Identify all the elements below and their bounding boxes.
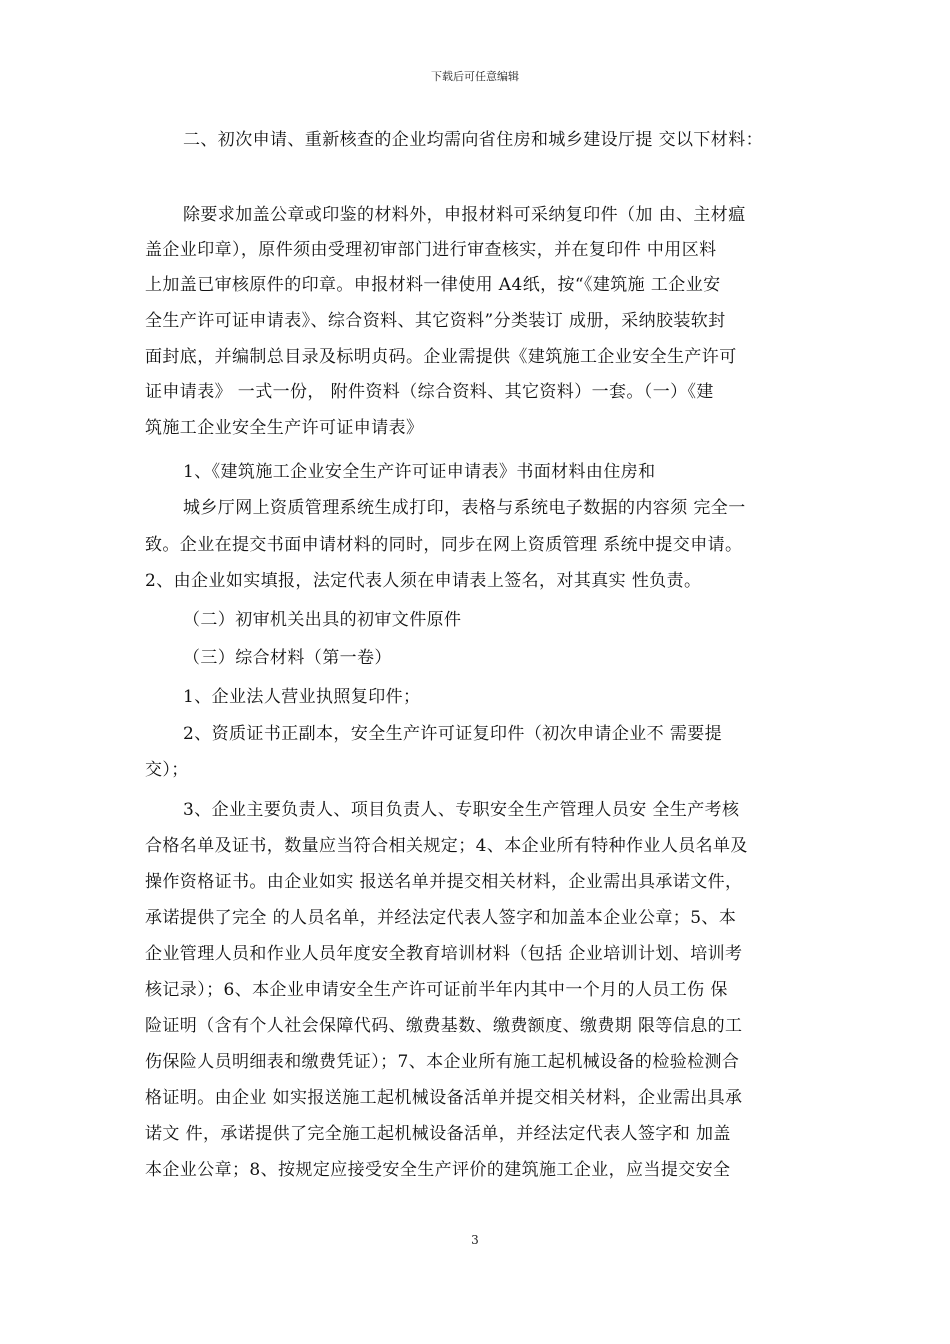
body-line: 操作资格证书。由企业如实 报送名单并提交相关材料，企业需出具承诺文件， xyxy=(145,872,743,892)
body-line: （三）综合材料（第一卷） xyxy=(183,648,392,668)
body-line: 盖企业印章），原件须由受理初审部门进行审查核实，并在复印件 中用区料 xyxy=(145,240,717,260)
body-line: 2、由企业如实填报，法定代表人须在申请表上签名，对其真实 性负责。 xyxy=(145,571,702,591)
body-line: 交）； xyxy=(145,760,189,780)
body-line: 1、《建筑施工企业安全生产许可证申请表》书面材料由住房和 xyxy=(183,462,656,482)
body-line: 3、企业主要负责人、项目负责人、专职安全生产管理人员安 全生产考核 xyxy=(183,800,740,820)
body-line: 诺文 件，承诺提供了完全施工起机械设备活单，并经法定代表人签字和 加盖 xyxy=(145,1124,731,1144)
body-line: 城乡厅网上资质管理系统生成打印，表格与系统电子数据的内容须 完全一 xyxy=(183,498,746,518)
body-line: 2、资质证书正副本，安全生产许可证复印件（初次申请企业不 需要提 xyxy=(183,724,723,744)
body-line: （二）初审机关出具的初审文件原件 xyxy=(183,610,462,630)
body-line: 面封底，并编制总目录及标明贞码。企业需提供《建筑施工企业安全生产许可 xyxy=(145,347,737,367)
body-line: 核记录）；6、本企业申请安全生产许可证前半年内其中一个月的人员工伤 保 xyxy=(145,980,728,1000)
body-line: 致。企业在提交书面申请材料的同时，同步在网上资质管理 系统中提交申请。 xyxy=(145,535,743,555)
body-line: 伤保险人员明细表和缴费凭证）；7、本企业所有施工起机械设备的检验检测合 xyxy=(145,1052,740,1072)
body-line: 合格名单及证书，数量应当符合相关规定；4、本企业所有特种作业人员名单及 xyxy=(145,836,748,856)
body-line: 全生产许可证申请表》、综合资料、其它资料”分类装订 成册，采纳胶装软封 xyxy=(145,311,726,331)
body-line: 1、企业法人营业执照复印件； xyxy=(183,687,421,707)
body-line: 承诺提供了完全 的人员名单，并经法定代表人签字和加盖本企业公章；5、本 xyxy=(145,908,737,928)
body-line: 险证明（含有个人社会保障代码、缴费基数、缴费额度、缴费期 限等信息的工 xyxy=(145,1016,743,1036)
body-line: 二、初次申请、重新核查的企业均需向省住房和城乡建设厅提 交以下材料： xyxy=(183,130,764,150)
body-line: 本企业公章；8、按规定应接受安全生产评价的建筑施工企业，应当提交安全 xyxy=(145,1160,731,1180)
body-line: 证申请表》 一式一份， 附件资料（综合资料、其它资料）一套。（一）《建 xyxy=(145,382,714,402)
body-line: 格证明。由企业 如实报送施工起机械设备活单并提交相关材料，企业需出具承 xyxy=(145,1088,743,1108)
page-header: 下载后可任意编辑 xyxy=(431,70,519,83)
body-line: 上加盖已审核原件的印章。申报材料一律使用 A4纸，按“《建筑施 工企业安 xyxy=(145,275,721,295)
body-line: 筑施工企业安全生产许可证申请表》 xyxy=(145,418,424,438)
page-number: 3 xyxy=(471,1233,479,1247)
body-line: 除要求加盖公章或印鉴的材料外，申报材料可采纳复印件（加 由、主材瘟 xyxy=(183,205,746,225)
body-line: 企业管理人员和作业人员年度安全教育培训材料（包括 企业培训计划、培训考 xyxy=(145,944,743,964)
